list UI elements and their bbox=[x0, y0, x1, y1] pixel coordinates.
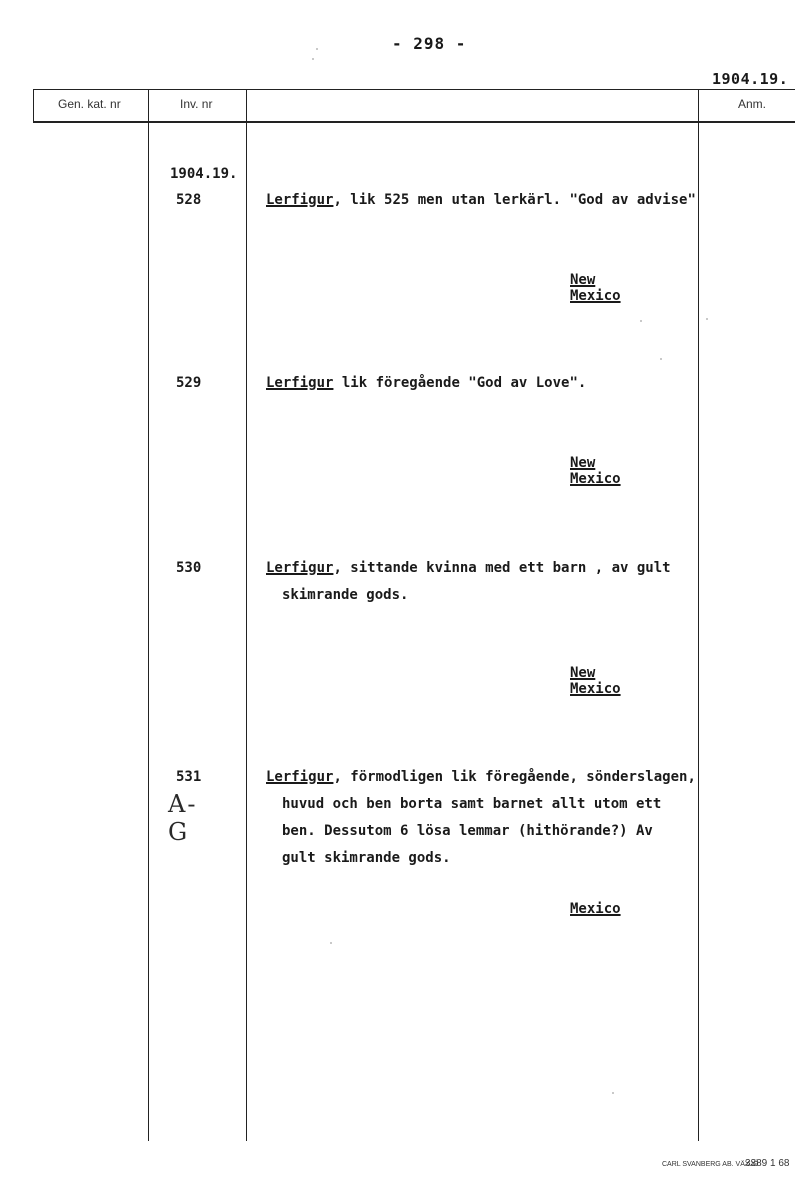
scan-speck bbox=[330, 942, 332, 944]
scan-speck bbox=[312, 58, 314, 60]
object-term: Lerfigur bbox=[266, 192, 334, 208]
entry-description-line-2: skimrande gods. bbox=[282, 587, 409, 603]
column-header-anm: Anm. bbox=[738, 97, 767, 111]
object-term: Lerfigur bbox=[266, 375, 334, 391]
inventory-number: 528 bbox=[176, 192, 202, 208]
entry-description-line-4: gult skimrande gods. bbox=[282, 850, 451, 866]
scan-speck bbox=[660, 358, 662, 360]
inventory-number: 531 bbox=[176, 769, 202, 785]
entry-description-line-1 bbox=[266, 560, 671, 576]
origin-place: New Mexico bbox=[570, 272, 621, 304]
scan-speck bbox=[706, 318, 708, 320]
entry-description-line-2: huvud och ben borta samt barnet allt utom ett bbox=[282, 796, 662, 812]
scan-speck bbox=[640, 320, 642, 322]
description-text: , förmodligen lik föregående, sönderslagen, bbox=[333, 769, 696, 785]
origin-place: New Mexico bbox=[570, 455, 621, 487]
column-divider-anm bbox=[698, 89, 699, 1141]
accession-number: 1904.19. bbox=[170, 166, 238, 182]
entry-description-line-1 bbox=[266, 192, 696, 208]
object-term: Lerfigur bbox=[266, 769, 334, 785]
origin-place: Mexico bbox=[570, 901, 621, 917]
column-divider-left bbox=[33, 89, 34, 123]
column-header-inv-nr: Inv. nr bbox=[180, 97, 213, 111]
printer-imprint: CARL SVANBERG AB. VÄXJÖ bbox=[662, 1161, 759, 1168]
form-code: 3389 1 68 bbox=[745, 1158, 790, 1169]
column-header-gen-kat-nr: Gen. kat. nr bbox=[58, 97, 121, 111]
column-divider-gen bbox=[148, 89, 149, 1141]
description-text: , lik 525 men utan lerkärl. "God av advise" bbox=[333, 192, 696, 208]
object-term: Lerfigur bbox=[266, 560, 334, 576]
entry-description-line-1 bbox=[266, 769, 696, 785]
column-divider-inv bbox=[246, 89, 247, 1141]
entry-description-line-3: ben. Dessutom 6 lösa lemmar (hithörande?) Av bbox=[282, 823, 653, 839]
scan-speck bbox=[316, 48, 318, 50]
page-number: - 298 - bbox=[392, 34, 467, 53]
accession-number-header: 1904.19. bbox=[712, 70, 789, 88]
description-text: , sittande kvinna med ett barn , av gult bbox=[333, 560, 671, 576]
handwritten-mark: A-G bbox=[168, 790, 198, 846]
description-text: lik föregående "God av Love". bbox=[333, 375, 587, 391]
inventory-number: 529 bbox=[176, 375, 202, 391]
scan-speck bbox=[612, 1092, 614, 1094]
entry-description-line-1 bbox=[266, 375, 586, 391]
origin-place: New Mexico bbox=[570, 665, 621, 697]
inventory-number: 530 bbox=[176, 560, 202, 576]
